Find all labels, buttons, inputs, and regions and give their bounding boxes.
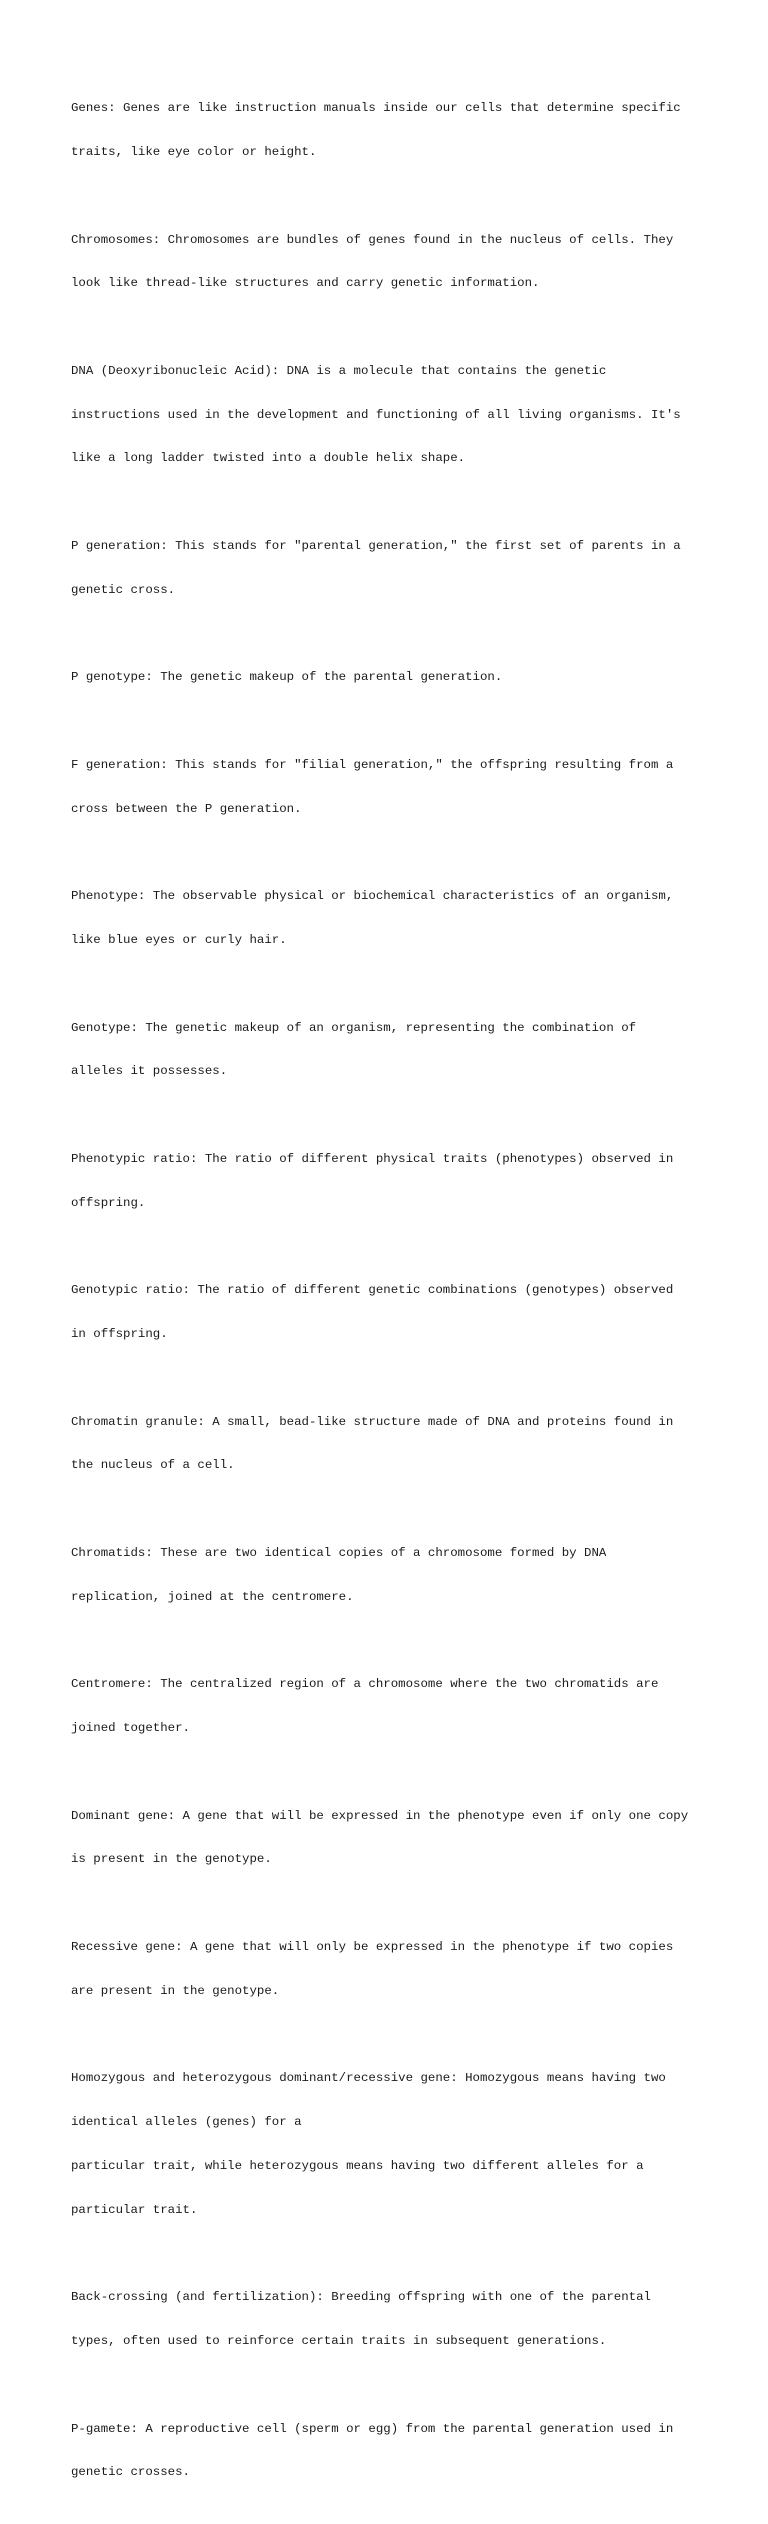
definition-homozygous-heterozygous [71, 2042, 711, 2246]
definition-chromosomes [71, 203, 711, 320]
text-line: Chromosomes: Chromosomes are bundles of genes found in the nucleus of cells. They [71, 232, 674, 247]
definition-recessive-gene [71, 1911, 711, 2028]
text-line: traits, like eye color or height. [71, 144, 317, 159]
text-line: the nucleus of a cell. [71, 1458, 235, 1473]
text-line: offspring. [71, 1195, 146, 1210]
text-line: look like thread-like structures and carry genetic information. [71, 276, 540, 291]
text-line: Centromere: The centralized region of a chromosome where the two chromatids are [71, 1677, 659, 1692]
definition-chromatids [71, 1517, 711, 1634]
text-line: Chromatin granule: A small, bead-like structure made of DNA and proteins found in [71, 1414, 674, 1429]
definition-back-crossing [71, 2261, 711, 2378]
text-line: joined together. [71, 1721, 190, 1736]
definition-chromatin-granule [71, 1385, 711, 1502]
text-line: F generation: This stands for "filial generation," the offspring resulting from a [71, 757, 674, 772]
text-line: Phenotype: The observable physical or biochemical characteristics of an organism, [71, 889, 674, 904]
text-line: cross between the P generation. [71, 801, 302, 816]
text-line: particular trait. [71, 2202, 198, 2217]
text-line: genetic cross. [71, 582, 176, 597]
text-line: Chromatids: These are two identical copies of a chromosome formed by DNA [71, 1545, 607, 1560]
definition-dna [71, 335, 711, 496]
definition-dominant-gene [71, 1779, 711, 1896]
definition-genotypic-ratio [71, 1254, 711, 1371]
text-line: Back-crossing (and fertilization): Breeding offspring with one of the parental [71, 2290, 651, 2305]
text-line: Homozygous and heterozygous dominant/recessive gene: Homozygous means having two [71, 2071, 666, 2086]
text-line: Phenotypic ratio: The ratio of different physical traits (phenotypes) observed in [71, 1151, 674, 1166]
text-line: Recessive gene: A gene that will only be expressed in the phenotype if two copies [71, 1940, 674, 1954]
text-line: P generation: This stands for "parental generation," the first set of parents in a [71, 539, 681, 553]
definition-f-generation [71, 729, 711, 846]
text-line: like blue eyes or curly hair. [71, 933, 287, 948]
text-line: replication, joined at the centromere. [71, 1589, 354, 1604]
text-line: Genes: Genes are like instruction manuals inside our cells that determine specific [71, 101, 681, 116]
text-line: is present in the genotype. [71, 1852, 272, 1867]
definition-p-generation [71, 510, 711, 627]
text-line: genetic crosses. [71, 2465, 190, 2480]
text-line: in offspring. [71, 1327, 168, 1342]
definition-phenotype [71, 860, 711, 977]
text-line: Dominant gene: A gene that will be expressed in the phenotype even if only one copy [71, 1808, 689, 1823]
text-line: P-gamete: A reproductive cell (sperm or egg) from the parental generation used in [71, 2421, 674, 2436]
text-line: Genotypic ratio: The ratio of different genetic combinations (genotypes) observed [71, 1283, 674, 1298]
text-line: identical alleles (genes) for a [71, 2115, 302, 2130]
definition-p-genotype [71, 641, 711, 714]
text-line: instructions used in the development and functioning of all living organisms. It's [71, 407, 681, 422]
text-line: P genotype: The genetic makeup of the parental generation. [71, 670, 503, 685]
text-line: DNA (Deoxyribonucleic Acid): DNA is a molecule that contains the genetic [71, 363, 607, 378]
text-line: particular trait, while heterozygous means having two different alleles for a [71, 2158, 644, 2173]
definition-genotype [71, 991, 711, 1108]
definition-genes [71, 72, 711, 189]
text-line: types, often used to reinforce certain traits in subsequent generations. [71, 2334, 607, 2349]
definition-phenotypic-ratio [71, 1123, 711, 1240]
text-line: alleles it possesses. [71, 1064, 228, 1079]
document-body [71, 72, 711, 2524]
text-line: Genotype: The genetic makeup of an organism, representing the combination of [71, 1020, 637, 1035]
text-line: like a long ladder twisted into a double helix shape. [71, 451, 466, 466]
definition-p-gamete [71, 2392, 711, 2509]
definition-centromere [71, 1648, 711, 1765]
text-line: are present in the genotype. [71, 1983, 280, 1998]
